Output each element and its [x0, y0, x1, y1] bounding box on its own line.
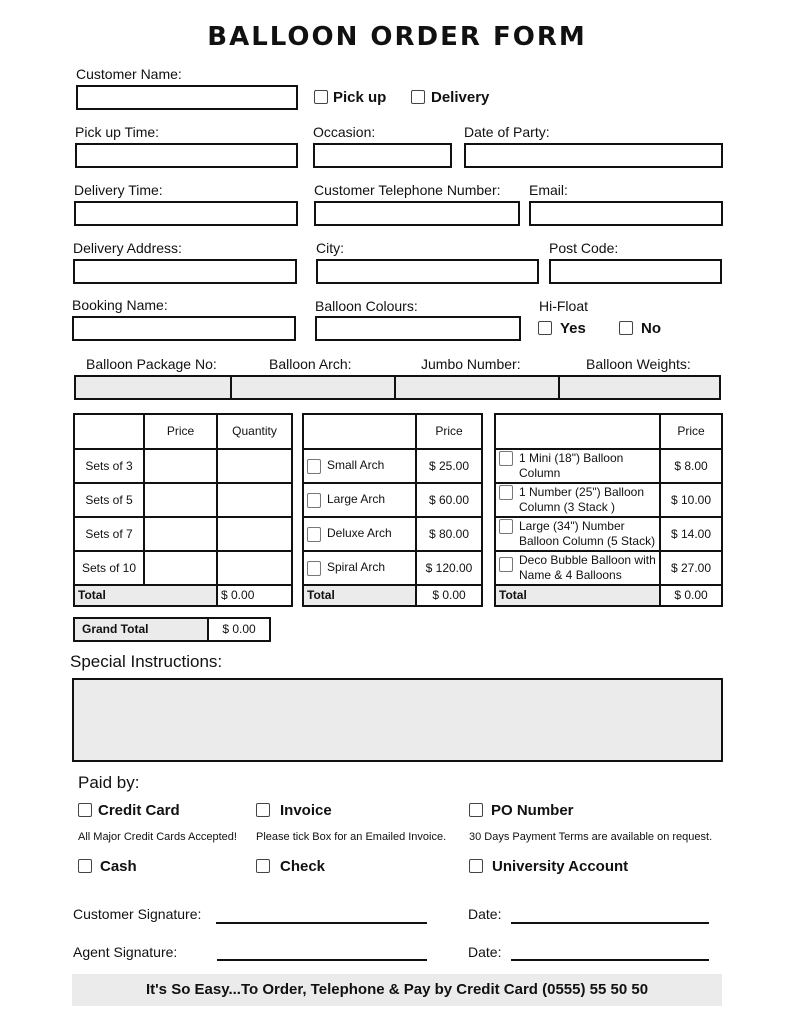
table-row: [303, 517, 482, 551]
invoice-note: Please tick Box for an Emailed Invoice.: [256, 831, 447, 843]
customer-name-label: Customer Name:: [76, 66, 182, 82]
grand-total-label: Grand Total: [74, 618, 208, 641]
customer-date-line[interactable]: [511, 922, 709, 924]
hi-float-no-label: No: [641, 320, 661, 337]
quantity-cell[interactable]: [217, 517, 292, 551]
city-label: City:: [316, 240, 344, 256]
price-header: Price: [416, 414, 482, 449]
agent-date-label: Date:: [468, 944, 502, 960]
hi-float-yes-label: Yes: [560, 320, 586, 337]
arch-name: Large Arch: [327, 492, 386, 507]
occasion-input[interactable]: [313, 143, 452, 168]
balloon-arch-label: Balloon Arch:: [269, 356, 352, 372]
customer-signature-line[interactable]: [216, 922, 427, 924]
delivery-checkbox[interactable]: [411, 90, 425, 104]
invoice-label: Invoice: [280, 802, 332, 819]
deluxe-arch-checkbox[interactable]: [307, 527, 321, 542]
arch-name: Deluxe Arch: [327, 526, 392, 541]
small-arch-checkbox[interactable]: [307, 459, 321, 474]
po-number-checkbox[interactable]: [469, 803, 483, 817]
footer-banner: It's So Easy...To Order, Telephone & Pay by Credit Card (0555) 55 50 50: [72, 974, 722, 1006]
balloon-colours-label: Balloon Colours:: [315, 298, 418, 314]
balloon-arch-input[interactable]: [230, 375, 396, 400]
price-cell[interactable]: [144, 551, 217, 585]
jumbo-number-input[interactable]: [394, 375, 560, 400]
email-label: Email:: [529, 182, 568, 198]
arch-name: Spiral Arch: [327, 560, 386, 575]
agent-signature-line[interactable]: [217, 959, 427, 961]
paid-by-label: Paid by:: [78, 773, 140, 792]
hi-float-no-checkbox[interactable]: [619, 321, 633, 335]
arch-price: $ 25.00: [416, 449, 482, 483]
customer-name-input[interactable]: [76, 85, 298, 110]
hi-float-label: Hi-Float: [539, 298, 589, 314]
package-name: Sets of 5: [74, 483, 144, 517]
balloon-weights-input[interactable]: [558, 375, 721, 400]
special-instructions-input[interactable]: [72, 678, 723, 762]
customer-date-label: Date:: [468, 906, 502, 922]
quantity-cell[interactable]: [217, 551, 292, 585]
credit-card-note: All Major Credit Cards Accepted!: [78, 831, 237, 843]
total-label: Total: [303, 585, 416, 606]
packages-table: [73, 413, 293, 607]
price-header: Price: [144, 414, 217, 449]
city-input[interactable]: [316, 259, 539, 284]
column-name: Deco Bubble Balloon with Name & 4 Balloons: [519, 553, 656, 582]
telephone-input[interactable]: [314, 201, 520, 226]
pickup-checkbox[interactable]: [314, 90, 328, 104]
column-price: $ 8.00: [660, 449, 722, 483]
arch-price: $ 60.00: [416, 483, 482, 517]
delivery-address-input[interactable]: [73, 259, 297, 284]
quantity-cell[interactable]: [217, 449, 292, 483]
delivery-label: Delivery: [431, 89, 490, 106]
price-header: Price: [660, 414, 722, 449]
package-no-input[interactable]: [74, 375, 232, 400]
arch-price: $ 120.00: [416, 551, 482, 585]
column-price: $ 14.00: [660, 517, 722, 551]
table-row: [303, 483, 482, 517]
total-value: $ 0.00: [217, 585, 292, 606]
university-account-label: University Account: [492, 858, 629, 875]
delivery-time-input[interactable]: [74, 201, 298, 226]
pickup-time-label: Pick up Time:: [75, 124, 160, 140]
table-row: [495, 551, 722, 585]
quantity-cell[interactable]: [217, 483, 292, 517]
grand-total-value: $ 0.00: [208, 618, 270, 641]
number-column-checkbox[interactable]: [499, 485, 513, 500]
agent-signature-label: Agent Signature:: [73, 944, 178, 960]
post-code-input[interactable]: [549, 259, 722, 284]
table-row: [74, 483, 292, 517]
credit-card-label: Credit Card: [98, 802, 180, 819]
jumbo-number-label: Jumbo Number:: [421, 356, 521, 372]
package-name: Sets of 10: [74, 551, 144, 585]
price-cell[interactable]: [144, 449, 217, 483]
booking-name-input[interactable]: [72, 316, 296, 341]
invoice-checkbox[interactable]: [256, 803, 270, 817]
booking-name-label: Booking Name:: [72, 297, 168, 313]
pickup-time-input[interactable]: [75, 143, 298, 168]
table-row: [74, 449, 292, 483]
credit-card-checkbox[interactable]: [78, 803, 92, 817]
post-code-label: Post Code:: [549, 240, 619, 256]
occasion-label: Occasion:: [313, 124, 376, 140]
mini-column-checkbox[interactable]: [499, 451, 513, 466]
columns-table: [494, 413, 723, 607]
date-of-party-input[interactable]: [464, 143, 723, 168]
balloon-weights-label: Balloon Weights:: [586, 356, 691, 372]
column-name: 1 Mini (18") Balloon Column: [519, 451, 624, 480]
cash-checkbox[interactable]: [78, 859, 92, 873]
pickup-label: Pick up: [333, 89, 387, 106]
table-row: [495, 449, 722, 483]
spiral-arch-checkbox[interactable]: [307, 561, 321, 576]
telephone-label: Customer Telephone Number:: [314, 182, 501, 198]
arches-table: [302, 413, 483, 607]
email-input[interactable]: [529, 201, 723, 226]
po-number-label: PO Number: [491, 802, 574, 819]
column-price: $ 10.00: [660, 483, 722, 517]
delivery-time-label: Delivery Time:: [74, 182, 163, 198]
university-account-checkbox[interactable]: [469, 859, 483, 873]
total-label: Total: [495, 585, 660, 606]
hi-float-yes-checkbox[interactable]: [538, 321, 552, 335]
table-row: [74, 517, 292, 551]
table-row: [303, 449, 482, 483]
large-number-column-checkbox[interactable]: [499, 519, 513, 534]
customer-signature-label: Customer Signature:: [73, 906, 202, 922]
delivery-address-label: Delivery Address:: [73, 240, 182, 256]
large-arch-checkbox[interactable]: [307, 493, 321, 508]
page-title: BALLOON ORDER FORM: [207, 22, 587, 52]
special-instructions-label: Special Instructions:: [70, 652, 223, 671]
package-no-label: Balloon Package No:: [86, 356, 217, 372]
package-name: Sets of 3: [74, 449, 144, 483]
price-cell[interactable]: [144, 483, 217, 517]
arch-name: Small Arch: [327, 458, 385, 473]
table-row: [303, 551, 482, 585]
date-of-party-label: Date of Party:: [464, 124, 550, 140]
column-name: Large (34") Number Balloon Column (5 Stack): [519, 519, 656, 548]
deco-bubble-checkbox[interactable]: [499, 557, 513, 572]
total-value: $ 0.00: [416, 585, 482, 606]
cash-label: Cash: [100, 858, 137, 875]
table-row: [74, 551, 292, 585]
package-name: Sets of 7: [74, 517, 144, 551]
column-price: $ 27.00: [660, 551, 722, 585]
column-name: 1 Number (25") Balloon Column (3 Stack ): [519, 485, 644, 514]
total-value: $ 0.00: [660, 585, 722, 606]
grand-total-table: [73, 617, 271, 642]
balloon-colours-input[interactable]: [315, 316, 521, 341]
arch-price: $ 80.00: [416, 517, 482, 551]
table-row: [495, 483, 722, 517]
price-cell[interactable]: [144, 517, 217, 551]
check-checkbox[interactable]: [256, 859, 270, 873]
agent-date-line[interactable]: [511, 959, 709, 961]
quantity-header: Quantity: [217, 414, 292, 449]
total-label: Total: [74, 585, 217, 606]
table-row: [495, 517, 722, 551]
po-number-note: 30 Days Payment Terms are available on request.: [469, 831, 713, 843]
check-label: Check: [280, 858, 326, 875]
